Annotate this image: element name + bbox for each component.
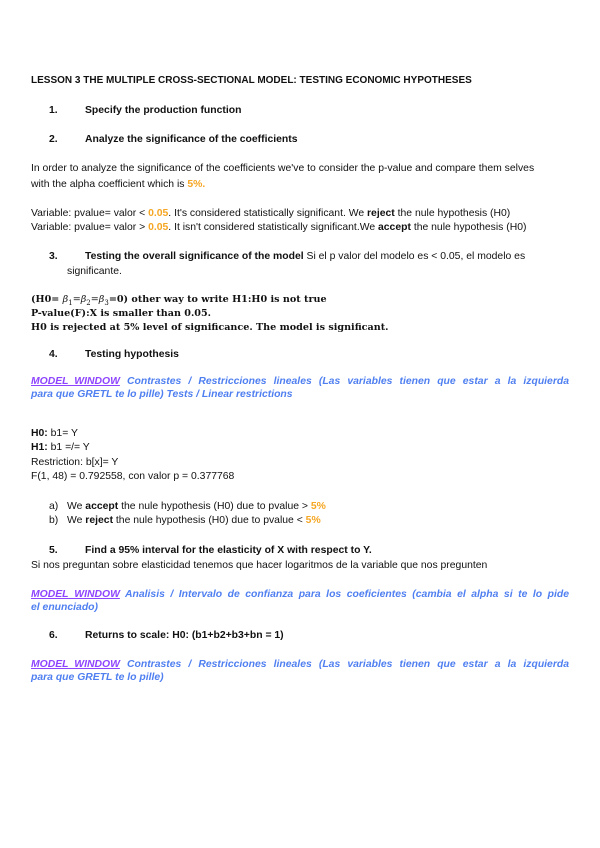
model-window-confidence-interval: MODEL_WINDOW Analisis / Intervalo de confianza para los coeficientes (cambia el alpha si te lo pide — [31, 589, 569, 600]
section-3-continuation: significante. — [67, 266, 122, 277]
model-window-link[interactable]: MODEL_WINDOW — [31, 659, 120, 670]
section-4-heading: 4. Testing hypothesis — [49, 349, 179, 360]
rejection-conclusion: H0 is rejected at 5% level of significance. The model is significant. — [31, 322, 389, 333]
model-window-link[interactable]: MODEL_WINDOW — [31, 376, 120, 387]
result-reject: b) We reject the nule hypothesis (H0) due to pvalue < 5% — [49, 515, 321, 526]
model-window-linear-restrictions: MODEL_WINDOW Contrastes / Restricciones lineales (Las variables tienen que estar a la izquierda — [31, 376, 569, 387]
model-window-returns-to-scale-cont: para que GRETL te lo pille) — [31, 672, 164, 683]
section-2-heading: 2. Analyze the significance of the coefficients — [49, 134, 298, 145]
variable-reject-rule: Variable: pvalue= valor < 0.05. It's considered statistically significant. We reject the nule hypothesis (H0) — [31, 208, 511, 219]
restriction-line: Restriction: b[x]= Y — [31, 457, 119, 468]
lesson-title: LESSON 3 THE MULTIPLE CROSS-SECTIONAL MODEL: TESTING ECONOMIC HYPOTHESES — [31, 75, 472, 86]
section-1-heading: 1. Specify the production function — [49, 105, 242, 116]
intro-line-2: with the alpha coefficient which is 5%. — [31, 179, 206, 190]
pvalue-f-line: P-value(F):X is smaller than 0.05. — [31, 308, 211, 319]
intro-line-1: In order to analyze the significance of the coefficients we've to consider the p-value and compare them selves — [31, 163, 535, 174]
variable-accept-rule: Variable: pvalue= valor > 0.05. It isn't considered statistically significant.We accept the nule hypothesis (H0) — [31, 222, 527, 233]
model-window-confidence-interval-cont: el enunciado) — [31, 602, 98, 613]
hypothesis-formula: $(H0= \beta_1=\beta_2=\beta_3=0)$ other way to write H1:H0 is not true — [31, 294, 327, 307]
elasticity-note: Si nos preguntan sobre elasticidad tenemos que hacer logaritmos de la variable que nos pregunten — [31, 560, 488, 571]
model-window-linear-restrictions-cont: para que GRETL te lo pille) Tests / Linear restrictions — [31, 389, 293, 400]
h1-line: H1: b1 =/= Y — [31, 442, 90, 453]
h0-line: H0: b1= Y — [31, 428, 78, 439]
model-window-returns-to-scale: MODEL_WINDOW Contrastes / Restricciones lineales (Las variables tienen que estar a la izquierda — [31, 659, 569, 670]
section-5-heading: 5. Find a 95% interval for the elasticity of X with respect to Y. — [49, 545, 372, 556]
section-3-heading: 3. Testing the overall significance of the model Si el p valor del modelo es < 0.05, el modelo es — [49, 251, 526, 262]
section-6-heading: 6. Returns to scale: H0: (b1+b2+b3+bn = 1) — [49, 630, 284, 641]
model-window-link[interactable]: MODEL_WINDOW — [31, 589, 120, 600]
f-test-result: F(1, 48) = 0.792558, con valor p = 0.377768 — [31, 471, 235, 482]
result-accept: a) We accept the nule hypothesis (H0) due to pvalue > 5% — [49, 501, 326, 512]
